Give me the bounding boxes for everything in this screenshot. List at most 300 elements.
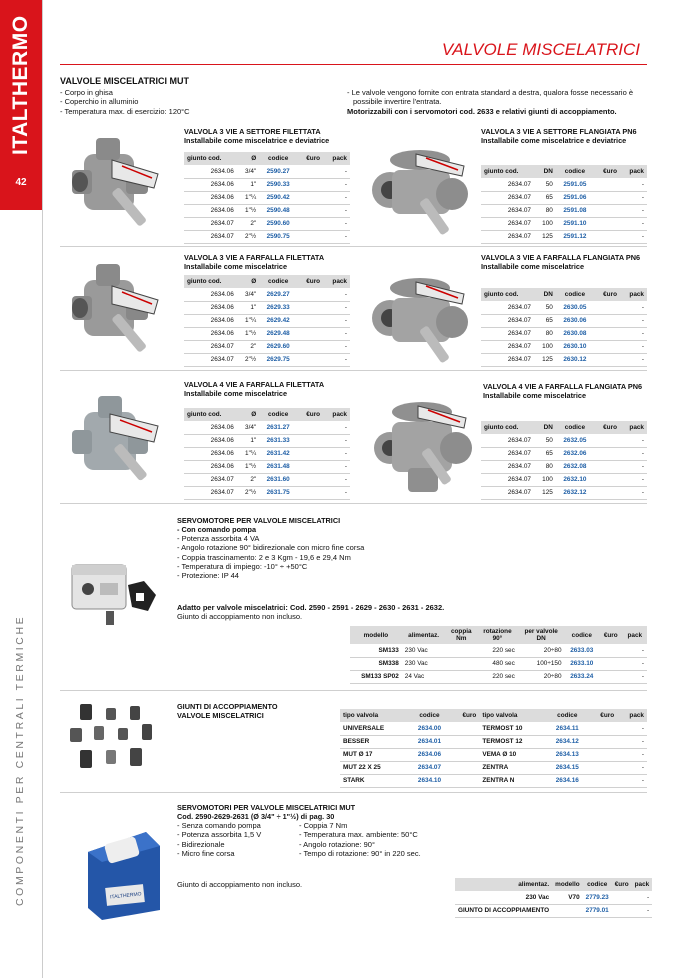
joint-code-cell: 2634.07 — [184, 340, 237, 353]
valve-flanged-butterfly-image — [368, 268, 476, 368]
col-header: codice — [259, 408, 297, 421]
col-header: modello — [350, 626, 402, 644]
pack-cell: - — [620, 340, 647, 353]
price-cell — [594, 230, 620, 243]
product-code-cell: 2631.42 — [259, 447, 297, 460]
size-cell: 65 — [534, 314, 556, 327]
valve-subtitle: Installabile come miscelatrice e deviatrice — [481, 136, 627, 145]
table-row — [350, 670, 647, 683]
size-cell: 1"½ — [237, 460, 259, 473]
servo-feature: - Potenza assorbita 4 VA — [177, 534, 260, 543]
table-row — [184, 434, 350, 447]
pack-cell: - — [323, 486, 350, 499]
col-header: alimentaz. — [455, 878, 552, 891]
device-label: ITALTHERMO — [109, 891, 142, 901]
valve-subtitle: Installabile come miscelatrice — [184, 262, 288, 271]
pack-cell: - — [623, 657, 647, 670]
dn-cell: 20÷80 — [518, 644, 565, 657]
joint-code-cell: 2634.07 — [481, 353, 534, 366]
valve-type-cell: VEMA Ø 10 — [479, 748, 546, 761]
col-header: per valvole DN — [518, 626, 565, 644]
mut-feature: - Coppia 7 Nm — [299, 821, 348, 830]
coupling-joints-image — [66, 702, 162, 774]
power-cell: 230 Vac — [455, 891, 552, 904]
size-cell: 2"½ — [237, 230, 259, 243]
col-header: giunto cod. — [481, 288, 534, 301]
table-row — [184, 191, 350, 204]
joint-code-cell: 2634.07 — [184, 230, 237, 243]
mut-feature: - Tempo di rotazione: 90° in 220 sec. — [299, 848, 421, 858]
price-cell — [451, 748, 480, 761]
mut-feature: - Micro fine corsa — [177, 848, 235, 858]
mut-feature: - Angolo rotazione: 90° — [299, 839, 375, 849]
size-cell: 1"½ — [237, 327, 259, 340]
rotation-cell: 220 sec — [477, 644, 518, 657]
valve-subtitle: Installabile come miscelatrice — [184, 389, 288, 398]
price-cell — [588, 748, 617, 761]
intro-feature: - Coperchio in alluminio — [60, 97, 139, 107]
joint-code-cell: 2634.07 — [481, 204, 534, 217]
valve-threaded-butterfly-image — [62, 256, 170, 364]
product-code-cell: 2634.11 — [546, 722, 588, 735]
price-cell — [594, 434, 620, 447]
servo-subtitle: - Con comando pompa — [177, 525, 257, 534]
product-code-cell: 2634.00 — [408, 722, 450, 735]
table-row — [481, 191, 647, 204]
table-row — [481, 301, 647, 314]
col-header: pack — [617, 709, 647, 722]
servo-feature: - Angolo rotazione 90° bidirezionale con micro fine corsa — [177, 543, 365, 553]
size-cell: 1"¼ — [237, 191, 259, 204]
brand-logo: ITALTHERMO — [9, 15, 32, 155]
servomotor-image — [66, 555, 166, 630]
valve-title: VALVOLA 3 VIE A SETTORE FLANGIATA PN6 — [481, 127, 637, 136]
mut-feature: - Potenza assorbita 1,5 V — [177, 830, 262, 840]
pack-cell: - — [323, 340, 350, 353]
table-row — [184, 165, 350, 178]
valve-price-table — [481, 421, 647, 500]
size-cell: 1"¼ — [237, 447, 259, 460]
joints-subtitle: VALVOLE MISCELATRICI — [177, 711, 264, 720]
product-code-cell: 2590.48 — [259, 204, 297, 217]
pack-cell: - — [620, 204, 647, 217]
joint-code-cell: 2634.07 — [481, 327, 534, 340]
col-header: pack — [620, 165, 647, 178]
table-row — [481, 314, 647, 327]
price-cell — [297, 327, 323, 340]
pack-cell: - — [632, 891, 653, 904]
pack-cell: - — [323, 421, 350, 434]
price-cell — [297, 165, 323, 178]
intro-heading: VALVOLE MISCELATRICI MUT — [60, 76, 189, 86]
size-cell: 65 — [534, 447, 556, 460]
col-header: rotazione 90° — [477, 626, 518, 644]
product-code-cell: 2631.27 — [259, 421, 297, 434]
product-code-cell: 2591.10 — [556, 217, 594, 230]
price-cell — [594, 314, 620, 327]
table-row — [481, 204, 647, 217]
product-code-cell: 2591.12 — [556, 230, 594, 243]
size-cell: 50 — [534, 434, 556, 447]
section-divider — [60, 370, 647, 371]
size-cell: 100 — [534, 217, 556, 230]
size-cell: 2" — [237, 473, 259, 486]
table-row — [481, 178, 647, 191]
price-cell — [588, 774, 617, 787]
joint-code-cell: 2634.06 — [184, 460, 237, 473]
size-cell: 1"½ — [237, 204, 259, 217]
product-code-cell: 2590.60 — [259, 217, 297, 230]
valve-threaded-sector-image — [62, 130, 170, 238]
joint-code-cell: 2634.07 — [481, 314, 534, 327]
price-cell — [297, 301, 323, 314]
valve-type-cell: ZENTRA — [479, 761, 546, 774]
table-row — [184, 353, 350, 366]
joint-code-cell: 2634.07 — [481, 301, 534, 314]
model-cell: SM133 — [350, 644, 402, 657]
pack-cell: - — [323, 288, 350, 301]
pack-cell: - — [323, 434, 350, 447]
col-header: pack — [323, 275, 350, 288]
pack-cell: - — [620, 217, 647, 230]
product-code-cell: 2634.01 — [408, 735, 450, 748]
valve-type-cell: TERMOST 10 — [479, 722, 546, 735]
col-header: coppia Nm — [446, 626, 478, 644]
price-cell — [297, 230, 323, 243]
col-header: giunto cod. — [184, 408, 237, 421]
table-row — [340, 774, 647, 787]
product-code-cell: 2634.13 — [546, 748, 588, 761]
valve-threaded-4way-image — [64, 390, 168, 494]
col-header: Ø — [237, 152, 259, 165]
product-code-cell: 2632.12 — [556, 486, 594, 499]
product-code-cell: 2634.06 — [408, 748, 450, 761]
price-cell — [297, 217, 323, 230]
product-code-cell: 2633.24 — [565, 670, 600, 683]
joint-code-cell: 2634.07 — [481, 230, 534, 243]
pack-cell: - — [617, 722, 647, 735]
joint-code-cell: 2634.06 — [184, 204, 237, 217]
servo-price-table — [350, 626, 647, 684]
mut-servomotor-image — [76, 812, 166, 922]
page-number: 42 — [15, 177, 27, 188]
price-cell — [451, 722, 480, 735]
section-divider — [60, 246, 647, 247]
price-cell — [612, 904, 632, 917]
product-code-cell: 2630.08 — [556, 327, 594, 340]
size-cell: 125 — [534, 230, 556, 243]
col-header: codice — [583, 878, 612, 891]
servo-feature: - Coppia trascinamento: 2 e 3 Kgm - 19,6 e 29,4 Nm — [177, 552, 351, 562]
table-row — [184, 217, 350, 230]
torque-cell — [446, 657, 478, 670]
price-cell — [594, 178, 620, 191]
power-cell: 230 Vac — [402, 657, 446, 670]
size-cell: 50 — [534, 301, 556, 314]
col-header: €uro — [297, 275, 323, 288]
product-code-cell: 2632.08 — [556, 460, 594, 473]
pack-cell: - — [323, 460, 350, 473]
section-divider — [60, 503, 647, 504]
table-row — [481, 217, 647, 230]
product-code-cell: 2634.10 — [408, 774, 450, 787]
intro-left — [60, 88, 190, 116]
pack-cell: - — [323, 353, 350, 366]
price-cell — [297, 421, 323, 434]
joint-code-cell: 2634.06 — [184, 191, 237, 204]
pack-cell: - — [620, 327, 647, 340]
table-row — [340, 735, 647, 748]
col-header: pack — [620, 288, 647, 301]
product-code-cell: 2629.75 — [259, 353, 297, 366]
size-cell: 80 — [534, 460, 556, 473]
product-code-cell: 2591.08 — [556, 204, 594, 217]
col-header: €uro — [599, 626, 623, 644]
pack-cell: - — [623, 670, 647, 683]
torque-cell — [446, 644, 478, 657]
col-header: €uro — [297, 408, 323, 421]
valve-type-cell: TERMOST 12 — [479, 735, 546, 748]
table-row — [184, 314, 350, 327]
pack-cell: - — [620, 460, 647, 473]
joint-code-cell: 2634.06 — [184, 434, 237, 447]
section-divider — [60, 690, 647, 691]
mut-feature: - Temperatura max. ambiente: 50°C — [299, 830, 418, 840]
product-code-cell: 2630.10 — [556, 340, 594, 353]
servo-title: SERVOMOTORE PER VALVOLE MISCELATRICI — [177, 516, 341, 525]
pack-cell: - — [620, 314, 647, 327]
table-row — [184, 230, 350, 243]
intro-feature: - Corpo in ghisa — [60, 88, 113, 97]
servo-note: Giunto di accoppiamento non incluso. — [177, 612, 303, 622]
col-header: codice — [546, 709, 588, 722]
price-cell — [594, 353, 620, 366]
price-cell — [297, 434, 323, 447]
joint-code-cell: 2634.06 — [184, 447, 237, 460]
joint-code-cell: 2634.07 — [481, 178, 534, 191]
valve-type-cell: MUT 22 X 25 — [340, 761, 408, 774]
valve-title-block — [184, 380, 324, 398]
servo-feature: - Protezione: IP 44 — [177, 571, 239, 581]
product-code-cell: 2630.06 — [556, 314, 594, 327]
valve-type-cell: STARK — [340, 774, 408, 787]
table-row — [481, 486, 647, 499]
price-cell — [297, 486, 323, 499]
pack-cell: - — [632, 904, 653, 917]
size-cell: 2"½ — [237, 486, 259, 499]
product-code-cell: 2590.75 — [259, 230, 297, 243]
table-row — [350, 644, 647, 657]
valve-type-cell: MUT Ø 17 — [340, 748, 408, 761]
size-cell: 100 — [534, 473, 556, 486]
price-cell — [594, 327, 620, 340]
power-cell: GIUNTO DI ACCOPPIAMENTO — [455, 904, 552, 917]
col-header: pack — [620, 421, 647, 434]
table-row — [481, 327, 647, 340]
price-cell — [297, 204, 323, 217]
table-row — [184, 327, 350, 340]
price-cell — [297, 178, 323, 191]
side-section-label: COMPONENTI PER CENTRALI TERMICHE — [14, 614, 26, 906]
size-cell: 80 — [534, 327, 556, 340]
product-code-cell: 2630.12 — [556, 353, 594, 366]
valve-price-table — [184, 275, 350, 367]
table-row — [481, 353, 647, 366]
valve-title: VALVOLA 3 VIE A SETTORE FILETTATA — [184, 127, 321, 136]
power-cell: 24 Vac — [402, 670, 446, 683]
product-code-cell: 2629.48 — [259, 327, 297, 340]
size-cell: 2" — [237, 340, 259, 353]
pack-cell: - — [620, 486, 647, 499]
product-code-cell: 2634.15 — [546, 761, 588, 774]
pack-cell: - — [620, 178, 647, 191]
pack-cell: - — [620, 473, 647, 486]
margin-line — [42, 0, 43, 978]
col-header: €uro — [297, 152, 323, 165]
product-code-cell: 2632.05 — [556, 434, 594, 447]
price-cell — [594, 460, 620, 473]
size-cell: 50 — [534, 178, 556, 191]
table-row — [481, 340, 647, 353]
price-cell — [599, 657, 623, 670]
table-row — [184, 178, 350, 191]
product-code-cell: 2629.27 — [259, 288, 297, 301]
pack-cell: - — [620, 230, 647, 243]
size-cell: 3/4" — [237, 421, 259, 434]
price-cell — [599, 644, 623, 657]
model-cell: V70 — [552, 891, 583, 904]
col-header: €uro — [594, 421, 620, 434]
product-code-cell: 2630.05 — [556, 301, 594, 314]
product-code-cell: 2779.01 — [583, 904, 612, 917]
servo-compat — [177, 603, 647, 622]
mut-price-table — [455, 878, 652, 918]
valve-title: VALVOLA 3 VIE A FARFALLA FILETTATA — [184, 253, 325, 262]
col-header: €uro — [594, 288, 620, 301]
pack-cell: - — [323, 191, 350, 204]
pack-cell: - — [323, 217, 350, 230]
product-code-cell: 2591.05 — [556, 178, 594, 191]
size-cell: 2" — [237, 217, 259, 230]
product-code-cell: 2634.16 — [546, 774, 588, 787]
joint-code-cell: 2634.06 — [184, 421, 237, 434]
valve-title: VALVOLA 3 VIE A FARFALLA FLANGIATA PN6 — [481, 253, 641, 262]
price-cell — [297, 314, 323, 327]
product-code-cell: 2631.48 — [259, 460, 297, 473]
joint-code-cell: 2634.06 — [184, 327, 237, 340]
size-cell: 1" — [237, 178, 259, 191]
table-row — [340, 748, 647, 761]
col-header: €uro — [594, 165, 620, 178]
price-cell — [297, 353, 323, 366]
size-cell: 1"¼ — [237, 314, 259, 327]
dn-cell: 20÷80 — [518, 670, 565, 683]
intro-bold-note: Motorizzabili con i servomotori cod. 2633 e relativi giunti di accoppiamento. — [347, 106, 617, 116]
dn-cell: 100÷150 — [518, 657, 565, 670]
product-code-cell: 2634.07 — [408, 761, 450, 774]
intro-right — [347, 88, 647, 116]
valve-price-table — [184, 408, 350, 500]
product-code-cell: 2632.06 — [556, 447, 594, 460]
servo-adapted: Adatto per valvole miscelatrici: Cod. 2590 - 2591 - 2629 - 2630 - 2631 - 2632. — [177, 603, 445, 612]
servo-info — [177, 516, 477, 580]
joint-code-cell: 2634.07 — [481, 217, 534, 230]
price-cell — [451, 761, 480, 774]
mut-servo-info — [177, 803, 647, 858]
table-row — [184, 340, 350, 353]
pack-cell: - — [323, 327, 350, 340]
pack-cell: - — [620, 191, 647, 204]
col-header: €uro — [451, 709, 480, 722]
col-header: Ø — [237, 275, 259, 288]
pack-cell: - — [617, 761, 647, 774]
price-cell — [297, 288, 323, 301]
size-cell: 125 — [534, 353, 556, 366]
joint-code-cell: 2634.06 — [184, 314, 237, 327]
price-cell — [451, 735, 480, 748]
col-header: tipo valvola — [479, 709, 546, 722]
product-code-cell: 2590.42 — [259, 191, 297, 204]
pack-cell: - — [623, 644, 647, 657]
valve-subtitle: Installabile come miscelatrice — [481, 262, 585, 271]
table-row — [481, 434, 647, 447]
torque-cell — [446, 670, 478, 683]
col-header: pack — [323, 152, 350, 165]
valve-title-block — [481, 127, 637, 145]
price-cell — [594, 447, 620, 460]
table-row — [340, 722, 647, 735]
size-cell: 125 — [534, 486, 556, 499]
pack-cell: - — [323, 473, 350, 486]
joint-code-cell: 2634.07 — [481, 447, 534, 460]
col-header: codice — [556, 421, 594, 434]
joint-code-cell: 2634.07 — [481, 340, 534, 353]
pack-cell: - — [323, 165, 350, 178]
col-header: €uro — [588, 709, 617, 722]
product-code-cell: 2631.75 — [259, 486, 297, 499]
pack-cell: - — [323, 230, 350, 243]
col-header: modello — [552, 878, 583, 891]
joint-code-cell: 2634.07 — [481, 486, 534, 499]
valve-title-block — [481, 253, 640, 271]
joint-code-cell: 2634.07 — [481, 434, 534, 447]
intro-note: possibile invertire l'entrata. — [353, 97, 442, 107]
joint-code-cell: 2634.07 — [184, 353, 237, 366]
rotation-cell: 480 sec — [477, 657, 518, 670]
size-cell: 65 — [534, 191, 556, 204]
mut-servo-subtitle: Cod. 2590-2629-2631 (Ø 3/4" ÷ 1"½) di pag. 30 — [177, 812, 335, 821]
model-cell: SM338 — [350, 657, 402, 670]
pack-cell: - — [617, 735, 647, 748]
section-divider — [60, 792, 647, 793]
price-cell — [612, 891, 632, 904]
joint-code-cell: 2634.06 — [184, 288, 237, 301]
product-code-cell: 2591.06 — [556, 191, 594, 204]
price-cell — [451, 774, 480, 787]
price-cell — [588, 761, 617, 774]
col-header: tipo valvola — [340, 709, 408, 722]
power-cell: 230 Vac — [402, 644, 446, 657]
product-code-cell: 2629.60 — [259, 340, 297, 353]
col-header: giunto cod. — [184, 152, 237, 165]
valve-title-block — [184, 253, 324, 271]
price-cell — [588, 722, 617, 735]
table-row — [184, 301, 350, 314]
valve-type-cell: UNIVERSALE — [340, 722, 408, 735]
size-cell: 2"½ — [237, 353, 259, 366]
joint-code-cell: 2634.07 — [481, 191, 534, 204]
product-code-cell: 2590.27 — [259, 165, 297, 178]
